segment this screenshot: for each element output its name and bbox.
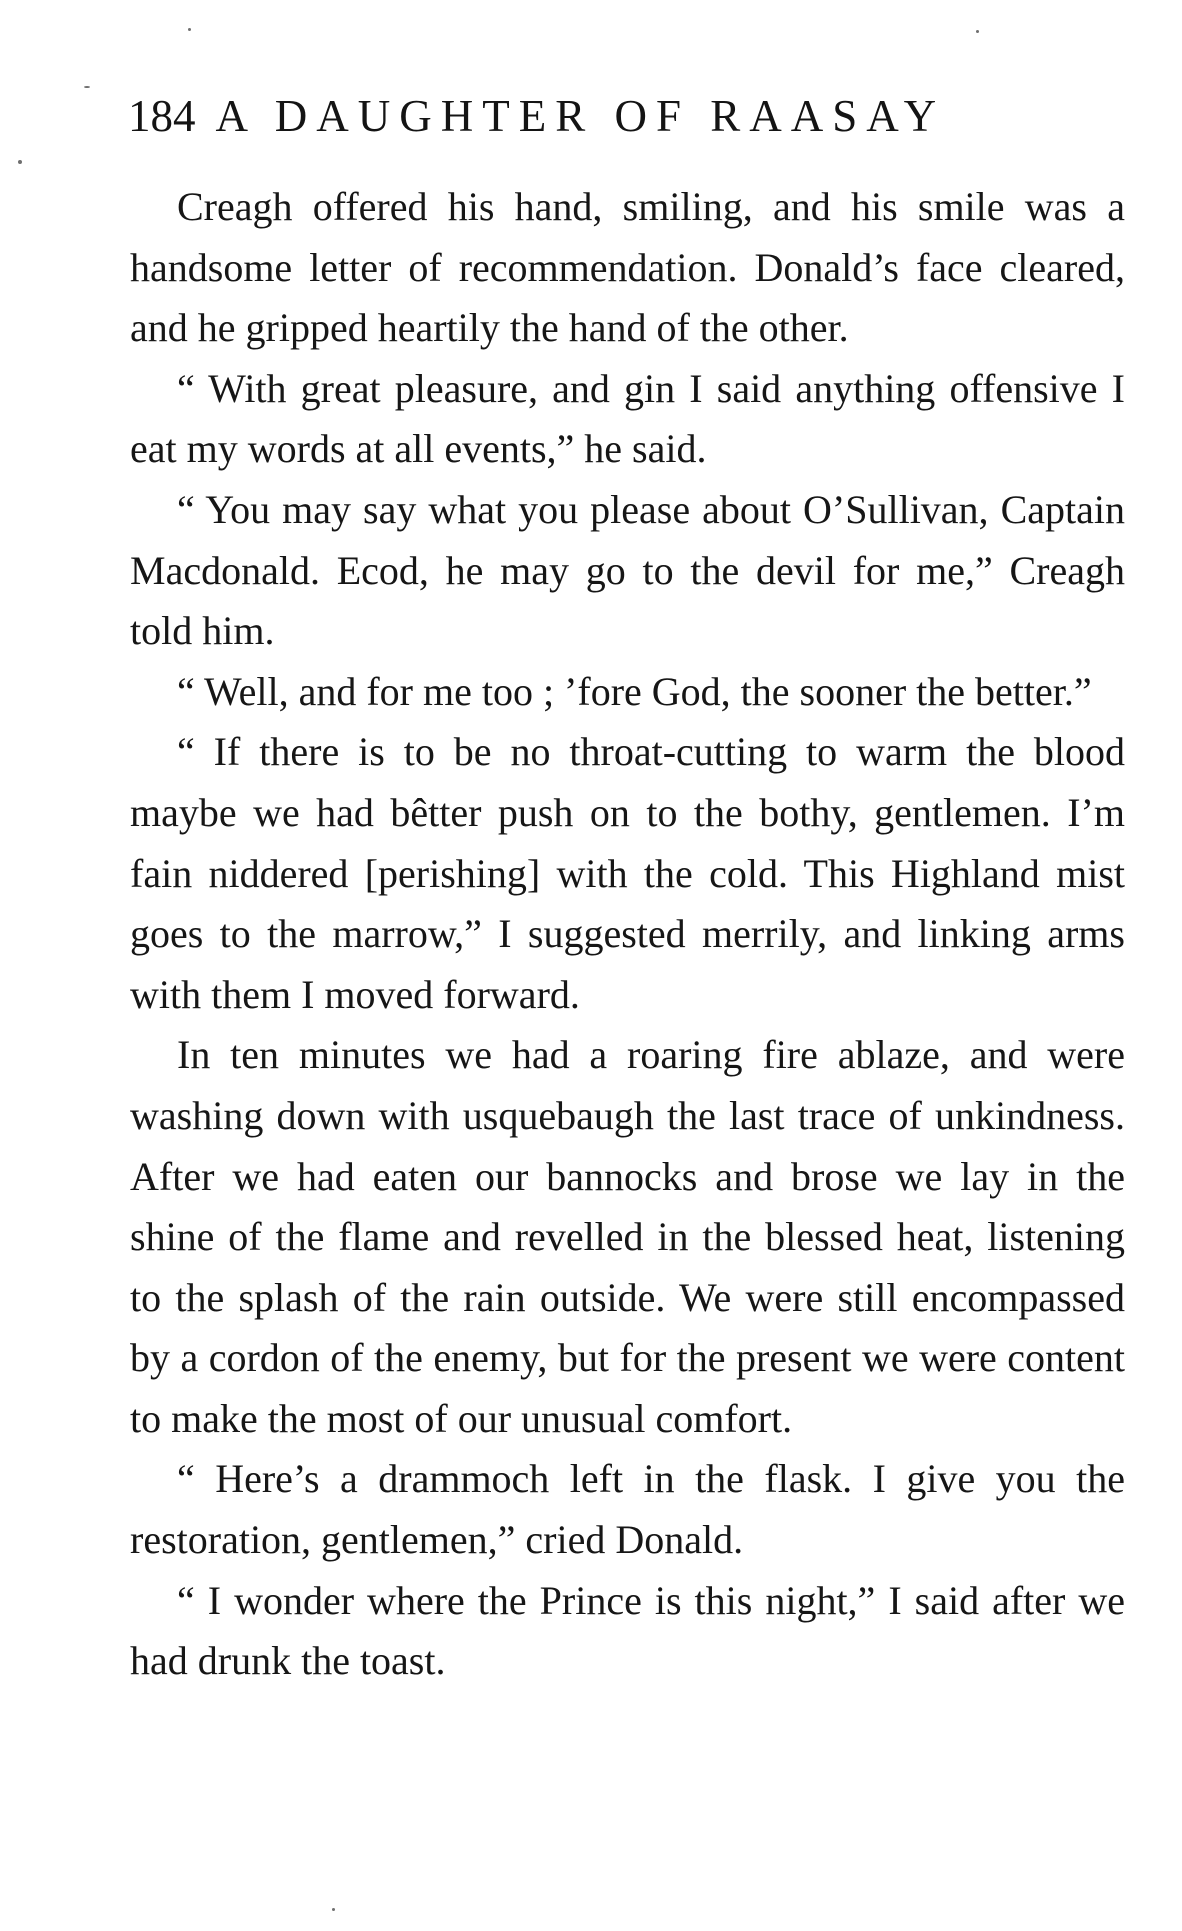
body-text <box>130 177 1125 1692</box>
paragraph: “ You may say what you please about O’Sullivan, Captain Macdonald. Ecod, he may go to the devil for me,” Creagh told him. <box>130 486 1125 654</box>
paragraph: “ Here’s a drammoch left in the flask. I give you the restoration, gentlemen,” cried Donald. <box>130 1456 1125 1563</box>
paragraph: “ If there is to be no throat-cutting to warm the blood maybe we had bêtter push on to the bothy, gentlemen. I’m fain niddered [perishing] with the cold. This Highland mist goes to the marrow,” I suggested merrily, and linking arms with them I moved forward. <box>130 729 1125 1017</box>
paragraph: “ With great pleasure, and gin I said anything offensive I eat my words at all events,” he said. <box>130 365 1125 472</box>
running-header <box>128 90 1128 152</box>
running-title: A DAUGHTER OF RAASAY <box>215 91 946 141</box>
paragraph: “ Well, and for me too ; ’fore God, the sooner the better.” <box>177 668 1092 714</box>
paragraph: In ten minutes we had a roaring fire ablaze, and were washing down with usquebaugh the last trace of unkindness. After we had eaten our bannocks and brose we lay in the shine of the flame and revelled in the blessed heat, listening to the splash of the rain outside. We were still encompassed by a cordon of the enemy, but for the present we were content to make the most of our unusual comfort. <box>130 1032 1125 1441</box>
paragraph: Creagh offered his hand, smiling, and his smile was a handsome letter of recommendation. Donald’s face cleared, and he gripped heartily the hand of the other. <box>130 184 1125 351</box>
page-speck <box>332 1908 335 1911</box>
page-speck <box>84 86 90 88</box>
page-speck <box>976 30 979 33</box>
page-number: 184 <box>128 91 196 141</box>
paragraph: “ I wonder where the Prince is this night,” I said after we had drunk the toast. <box>130 1577 1125 1684</box>
page-speck <box>188 28 191 31</box>
page-speck <box>18 160 22 164</box>
